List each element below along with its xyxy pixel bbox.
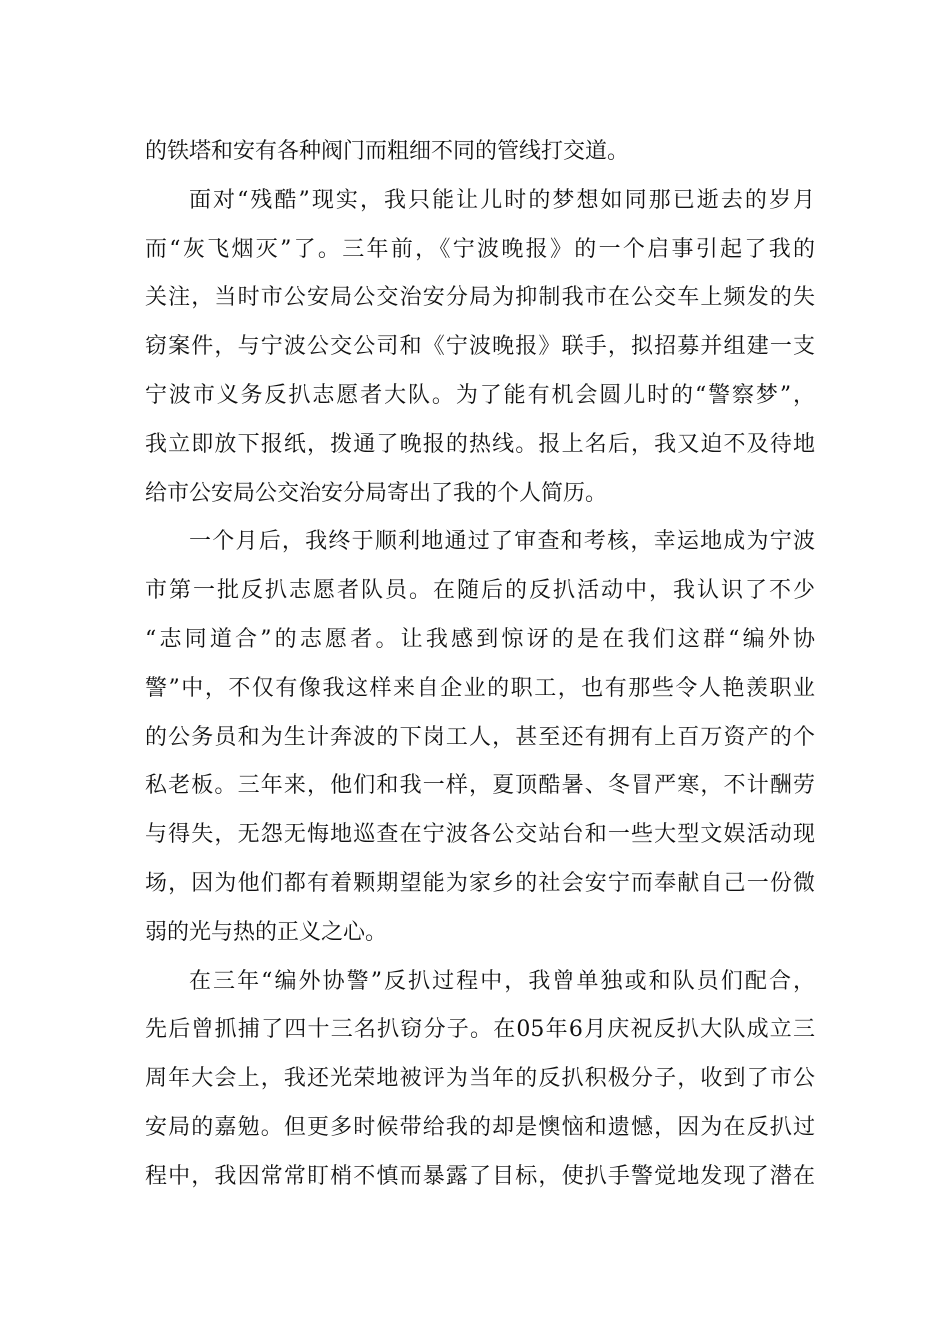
text-line: 的铁塔和安有各种阀门而粗细不同的管线打交道。 [145,139,630,164]
document-body [145,128,815,1202]
text-line: 面对“残酷”现实，我只能让儿时的梦想如同那已逝去的岁月 [189,187,815,213]
text-line: 私老板。三年来，他们和我一样，夏顶酷暑、冬冒严寒，不计酬劳 [145,773,815,799]
text-line: 周年大会上，我还光荣地被评为当年的反扒积极分子，收到了市公 [145,1066,815,1092]
text-line: 窃案件，与宁波公交公司和《宁波晚报》联手，拟招募并组建一支 [145,334,815,360]
text-line: 市第一批反扒志愿者队员。在随后的反扒活动中，我认识了不少 [145,578,815,604]
text-line: 程中，我因常常盯梢不慎而暴露了目标，使扒手警觉地发现了潜在 [145,1163,815,1189]
text-line: 我立即放下报纸，拨通了晚报的热线。报上名后，我又迫不及待地 [145,431,815,457]
text-line: “志同道合”的志愿者。让我感到惊讶的是在我们这群“编外协 [145,626,815,652]
text-line: 先后曾抓捕了四十三名扒窃分子。在05年6月庆祝反扒大队成立三 [145,1017,815,1043]
text-line: 关注，当时市公安局公交治安分局为抑制我市在公交车上频发的失 [145,285,815,311]
text-line: 给市公安局公交治安分局寄出了我的个人简历。 [145,480,608,506]
text-line: 弱的光与热的正义之心。 [145,919,388,945]
text-line: 的公务员和为生计奔波的下岗工人，甚至还有拥有上百万资产的个 [145,724,815,750]
text-line: 警”中，不仅有像我这样来自企业的职工，也有那些令人艳羡职业 [145,675,815,701]
text-line: 一个月后，我终于顺利地通过了审查和考核，幸运地成为宁波 [189,529,815,555]
text-line: 在三年“编外协警”反扒过程中，我曾单独或和队员们配合， [189,968,815,994]
text-line: 而“灰飞烟灭”了。三年前，《宁波晚报》的一个启事引起了我的 [145,236,815,262]
text-line: 场，因为他们都有着颗期望能为家乡的社会安宁而奉献自己一份微 [145,870,815,896]
text-line: 宁波市义务反扒志愿者大队。为了能有机会圆儿时的“警察梦”， [145,382,815,408]
text-line: 与得失，无怨无悔地巡查在宁波各公交站台和一些大型文娱活动现 [145,822,815,848]
text-line: 安局的嘉勉。但更多时候带给我的却是懊恼和遗憾，因为在反扒过 [145,1114,815,1140]
